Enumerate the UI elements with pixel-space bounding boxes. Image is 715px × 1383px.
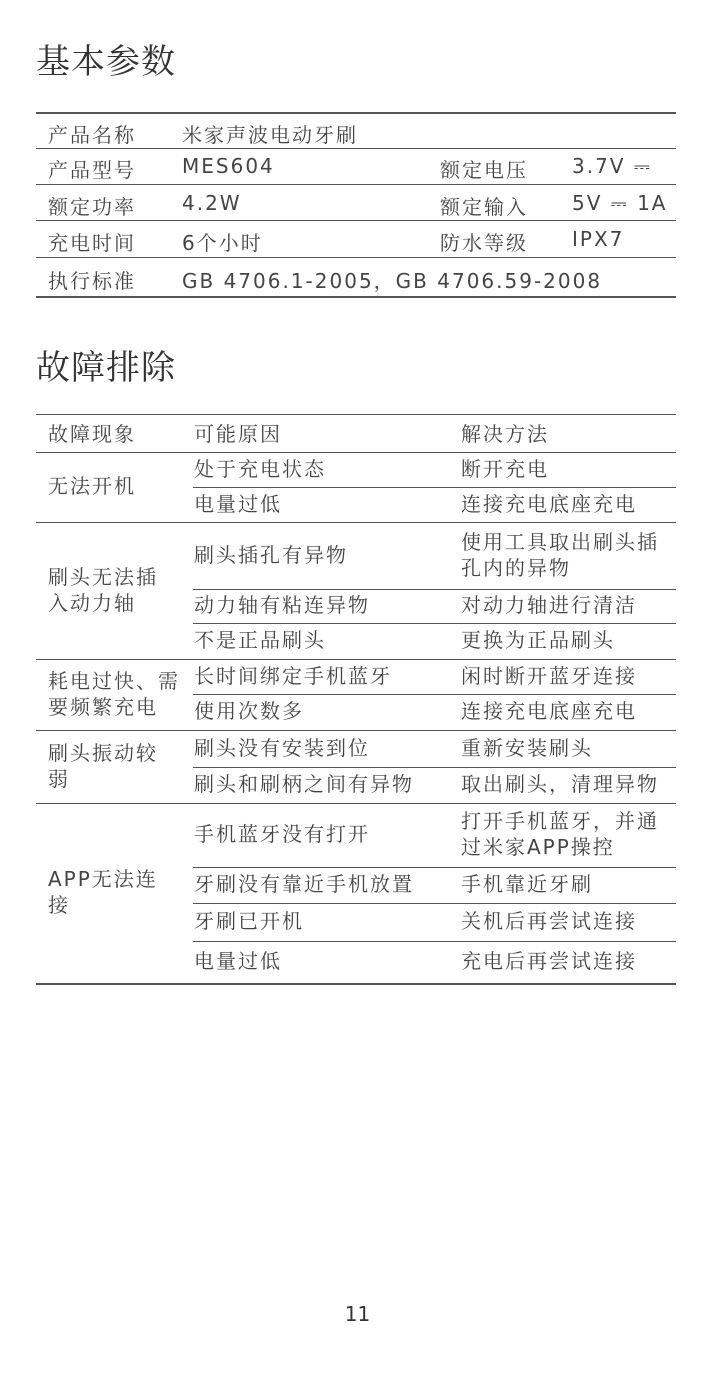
param-row [36, 114, 676, 149]
param-value: MES604 [182, 154, 275, 178]
param-label: 额定输入 [440, 195, 528, 219]
param-label: 额定功率 [48, 195, 136, 219]
symptom-text: 刷头振动较 [48, 740, 158, 765]
table-rule [36, 659, 676, 660]
table-rule [36, 452, 676, 453]
param-row [36, 185, 676, 221]
table-rule [193, 487, 676, 488]
param-value: 5V ⎓ 1A [572, 191, 668, 215]
param-row [36, 258, 676, 296]
section-title-basic-params: 基本参数 [36, 42, 176, 82]
param-row [36, 221, 676, 258]
param-label: 防水等级 [440, 231, 528, 255]
cause-text: 电量过低 [194, 491, 282, 516]
table-rule [193, 623, 676, 624]
param-label: 充电时间 [48, 231, 136, 255]
table-rule [193, 941, 676, 942]
solution-text: 连接充电底座充电 [461, 699, 637, 723]
solution-text: 闲时断开蓝牙连接 [461, 663, 637, 688]
solution-text: 孔内的异物 [461, 555, 571, 580]
table-rule [193, 694, 676, 695]
param-value: 3.7V ⎓ [572, 154, 652, 178]
param-value: GB 4706.1-2005，GB 4706.59-2008 [182, 269, 603, 293]
param-row [36, 149, 676, 185]
solution-text: 重新安装刷头 [461, 735, 593, 760]
header-cause: 可能原因 [194, 422, 282, 446]
solution-text: 充电后再尝试连接 [461, 949, 637, 973]
symptom-text: 弱 [48, 766, 70, 791]
cause-text: 牙刷没有靠近手机放置 [194, 872, 414, 896]
param-label: 执行标准 [48, 269, 136, 293]
table-rule [193, 867, 676, 868]
troubleshooting-table [36, 414, 676, 985]
solution-text: 断开充电 [461, 456, 549, 481]
symptom-text: 刷头无法插 [48, 564, 158, 589]
section-title-troubleshooting: 故障排除 [36, 348, 176, 388]
table-rule [193, 589, 676, 590]
cause-text: 不是正品刷头 [194, 628, 326, 652]
param-label: 产品名称 [48, 123, 136, 147]
cause-text: 刷头插孔有异物 [194, 542, 348, 567]
solution-text: 关机后再尝试连接 [461, 909, 637, 933]
symptom-text: 接 [48, 893, 70, 917]
table-rule [193, 767, 676, 768]
solution-text: 过米家APP操控 [461, 835, 615, 859]
solution-text: 连接充电底座充电 [461, 491, 637, 516]
table-rule [193, 903, 676, 904]
cause-text: 电量过低 [194, 949, 282, 973]
table-rule [36, 803, 676, 804]
symptom-text: APP无法连 [48, 867, 158, 891]
symptom-text: 要频繁充电 [48, 694, 158, 719]
cause-text: 使用次数多 [194, 699, 304, 723]
param-value: IPX7 [572, 227, 625, 251]
param-value: 4.2W [182, 191, 242, 215]
cause-text: 手机蓝牙没有打开 [194, 822, 370, 846]
param-value: 米家声波电动牙刷 [182, 123, 358, 147]
cause-text: 刷头和刷柄之间有异物 [194, 772, 414, 796]
solution-text: 打开手机蓝牙，并通 [461, 809, 659, 833]
solution-text: 取出刷头，清理异物 [461, 772, 659, 796]
cause-text: 刷头没有安装到位 [194, 735, 370, 760]
solution-text: 手机靠近牙刷 [461, 872, 593, 896]
cause-text: 处于充电状态 [194, 456, 326, 481]
symptom-text: 入动力轴 [48, 590, 136, 615]
symptom-text: 耗电过快、需 [48, 668, 180, 693]
solution-text: 对动力轴进行清洁 [461, 593, 637, 617]
table-rule [36, 730, 676, 731]
cause-text: 牙刷已开机 [194, 909, 304, 933]
solution-text: 更换为正品刷头 [461, 628, 615, 652]
cause-text: 动力轴有粘连异物 [194, 593, 370, 617]
params-table [36, 112, 676, 298]
cause-text: 长时间绑定手机蓝牙 [194, 663, 392, 688]
page-number: 11 [344, 1302, 371, 1326]
header-solution: 解决方法 [461, 422, 549, 446]
param-value: 6个小时 [182, 231, 263, 255]
table-rule [36, 522, 676, 523]
param-label: 额定电压 [440, 158, 528, 182]
symptom-text: 无法开机 [48, 474, 136, 498]
param-label: 产品型号 [48, 158, 136, 182]
solution-text: 使用工具取出刷头插 [461, 529, 659, 554]
header-symptom: 故障现象 [48, 422, 136, 446]
